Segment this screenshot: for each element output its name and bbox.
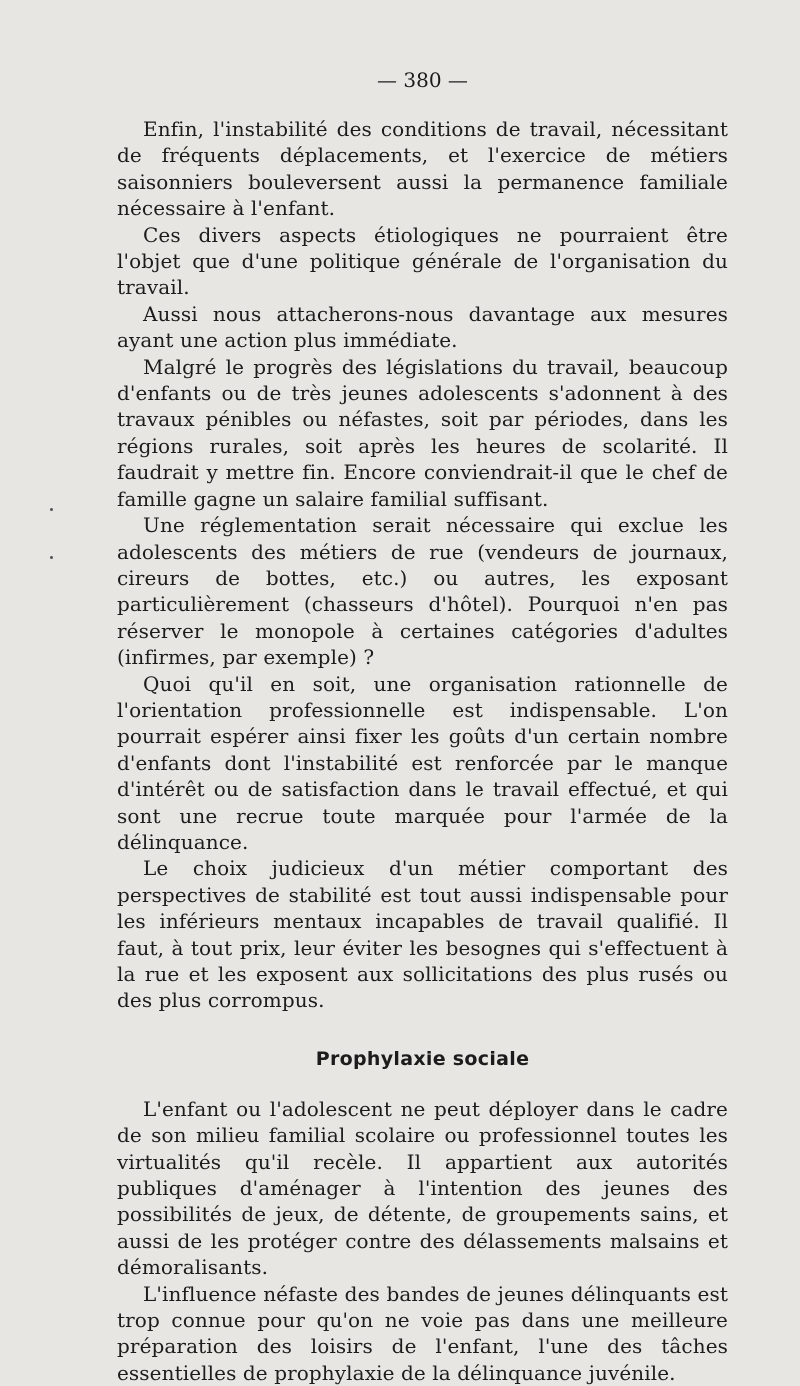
paragraph: L'influence néfaste des bandes de jeunes délinquants est trop connue pour qu'on ne voie pas dans une meilleure préparation des loisirs de l'enfant, l'une des tâches essentielles de prophylaxie de la délinquance juvénile.: [117, 1281, 728, 1385]
margin-mark: [50, 556, 53, 559]
paragraph: Malgré le progrès des législations du travail, beaucoup d'enfants ou de très jeunes adolescents s'adonnent à des travaux pénibles ou néfastes, soit par périodes, dans les régions rurales, soit après les heures de scolarité. Il faudrait y mettre fin. Encore conviendrait-il que le chef de famille gagne un salaire familial suffisant.: [117, 354, 728, 511]
paragraph: Quoi qu'il en soit, une organisation rationnelle de l'orientation professionnelle est indispensable. L'on pourrait espérer ainsi fixer les goûts d'un certain nombre d'enfants dont l'instabilité est renforcée par le manque d'intérêt ou de satisfaction dans le travail effectué, et qui sont une recrue toute marquée pour l'armée de la délinquance.: [117, 671, 728, 854]
paragraph: Enfin, l'instabilité des conditions de travail, nécessitant de fréquents déplacements, et l'exercice de métiers saisonniers bouleversent aussi la permanence familiale nécessaire à l'enfant.: [117, 117, 728, 221]
paragraph: Le choix judicieux d'un métier comportant des perspectives de stabilité est tout aussi indispensable pour les inférieurs mentaux incapables de travail qualifié. Il faut, à tout prix, leur éviter les besognes qui s'effectuent à la rue et les exposent aux sollicitations des plus rusés ou des plus corrompus.: [117, 856, 728, 1013]
paragraph: Aussi nous attacherons-nous davantage aux mesures ayant une action plus immédiate.: [117, 301, 728, 353]
section-heading: Prophylaxie sociale: [315, 1047, 530, 1070]
margin-mark: [50, 508, 53, 511]
paragraph: Une réglementation serait nécessaire qui exclue les adolescents des métiers de rue (vendeurs de journaux, cireurs de bottes, etc.) ou autres, les exposant particulièrement (chasseurs d'hôtel). Pourquoi n'en pas réserver le monopole à certaines catégories d'adultes (infirmes, par exemple) ?: [117, 513, 728, 670]
page-number: — 380 —: [377, 68, 468, 92]
paragraph: L'enfant ou l'adolescent ne peut déployer dans le cadre de son milieu familial scolaire ou professionnel toutes les virtualités qu'il recèle. Il appartient aux autorités publiques d'aménager à l'intention des jeunes des possibilités de jeux, de détente, de groupements sains, et aussi de les protéger contre des délassements malsains et démoralisants.: [117, 1096, 728, 1280]
paragraph: Ces divers aspects étiologiques ne pourraient être l'objet que d'une politique générale de l'organisation du travail.: [117, 222, 728, 300]
